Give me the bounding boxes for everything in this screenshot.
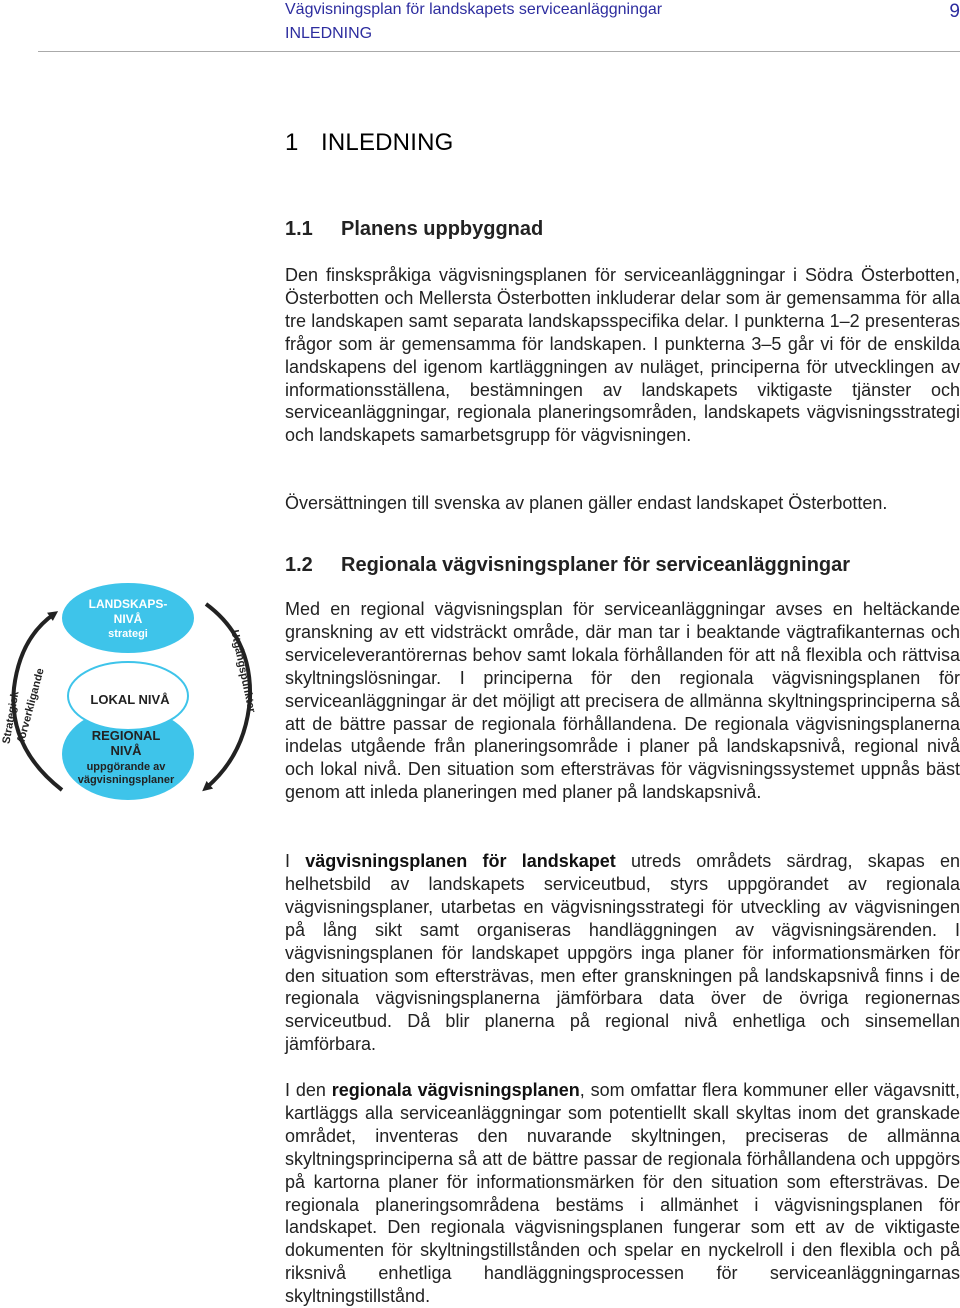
paragraph-lead: I den [285,1080,332,1100]
section-number: 1.2 [285,554,313,576]
landskapsniva-line2: NIVÅ [113,612,143,626]
paragraph-rest: , som omfattar flera kommuner eller vägavsnitt, kartläggs alla serviceanläggningar som potentiellt skall skyltas inom det granskade området, inventeras den nuvarande skyltningen, preciseras de allmänna skyltningsprinciperna så att de bättre passar de regionala förhållandena och uppgörs på kartorna planer för informationsmärken för den situation som eftersträvas. De regionala planeringsområdena bestäms i allmänhet i vägvisningsplanen för landskapet. Den regionala vägvisningsplanen fungerar som ett av de viktigaste dokumenten för skyltningstillstånden och spelar en nyckelroll i den flexibla och på riksnivå enhetliga handläggningsprocessen för serviceanläggningarnas skyltningstillstånd. [285,1080,960,1307]
section-title: Regionala vägvisningsplaner för serviceanläggningar [341,554,851,576]
header-rule [38,51,960,52]
left-arrow-label-line2: förverkligande [15,667,47,744]
regional-niva-line3: uppgörande av [86,761,166,773]
landskapsniva-line3: strategi [108,628,148,640]
header-section: INLEDNING [285,25,373,42]
regional-niva-line1: REGIONAL [91,728,161,743]
paragraph-lead: I [285,851,306,871]
section-title: Planens uppbyggnad [341,218,544,240]
header-title: Vägvisningsplan för landskapets serviceanläggningar [285,1,663,18]
paragraph-bold-term: vägvisningsplanen för landskapet [305,851,616,871]
paragraph-1-2-c [285,1079,960,1308]
landskapsniva-line1: LANDSKAPS- [88,597,168,611]
regional-niva-line4: vägvisningsplaner [77,774,175,786]
right-arrow-label: Utgångspunkter [228,628,258,714]
regional-niva-line2: NIVÅ [110,743,142,758]
paragraph-1-1-a: Den finskspråkiga vägvisningsplanen för serviceanläggningar i Södra Österbotten, Österbotten och Mellersta Österbotten inkluderar delar som är gemensamma för alla tre landskapen samt separata landskapsspecifika delar. I punkterna 1–2 presenteras frågor som är gemensamma för landskapen. I punkterna 3–5 går vi för de enskilda landskapens del igenom kartläggningen av nuläget, principerna för utvecklingen av informationsställena, bestämningen av landskapets viktigaste tjänster och serviceanläggningar, regionala planeringsområden, landskapets vägvisningsstrategi och landskapets samarbetsgrupp för vägvisningen. [285,265,960,446]
paragraph-1-1-b: Översättningen till svenska av planen gäller endast landskapet Österbotten. [285,493,888,513]
paragraph-rest: utreds områdets särdrag, skapas en helhetsbild av landskapets serviceutbud, styrs uppgörandet av regionala vägvisningsplaner, utarbetas en vägvisningsstrategi för utveckling av vägvisningen på lång sikt samt organiseras handläggningen av vägvisningsärenden. I vägvisningsplanen för landskapet uppgörs inga planer för informationsmärken för den situation som eftersträvas, men efter granskningen på landskapsnivå finns i de regionala vägvisningsplanerna jämförbara data över de övriga regionernas serviceutbud. Då blir planerna på regional nivå enhetliga och sinsemellan jämförbara. [285,851,960,1055]
chapter-heading [285,128,454,158]
section-heading-1-2 [285,552,850,578]
section-heading-1-1 [285,216,543,242]
page-number: 9 [949,1,960,22]
lokal-niva-label: LOKAL NIVÅ [90,692,170,707]
paragraph-bold-term: regionala vägvisningsplanen [331,1080,580,1100]
section-number: 1.1 [285,218,313,240]
left-arrow-label-line1: Strategisk [0,690,22,745]
planning-levels-diagram [0,578,262,814]
chapter-title: INLEDNING [321,129,454,156]
chapter-number: 1 [285,129,299,156]
planning-levels-figure [0,578,262,814]
paragraph-1-2-b [285,850,960,1056]
paragraph-1-2-a: Med en regional vägvisningsplan för serviceanläggningar avses en heltäckande granskning av ett vidsträckt område, där man tar i beaktande vägtrafikanternas och serviceleverantörernas behov samt lokala förhållanden för att nå flexibla och rättvisa skyltningslösningar. I principerna för den regionala vägvisningsplanen för serviceanläggningar är det möjligt att precisera de allmänna skyltningsprinciperna så att de bättre passar de regionala förhållandena. De regionala vägvisningsplanerna indelas utgående från planeringsområde i planer på landskapsnivå, regional nivå och lokal nivå. Den situation som eftersträvas för vägvisningssystemet uppnås bäst genom att inleda planeringen med planer på landskapsnivå. [285,599,960,803]
